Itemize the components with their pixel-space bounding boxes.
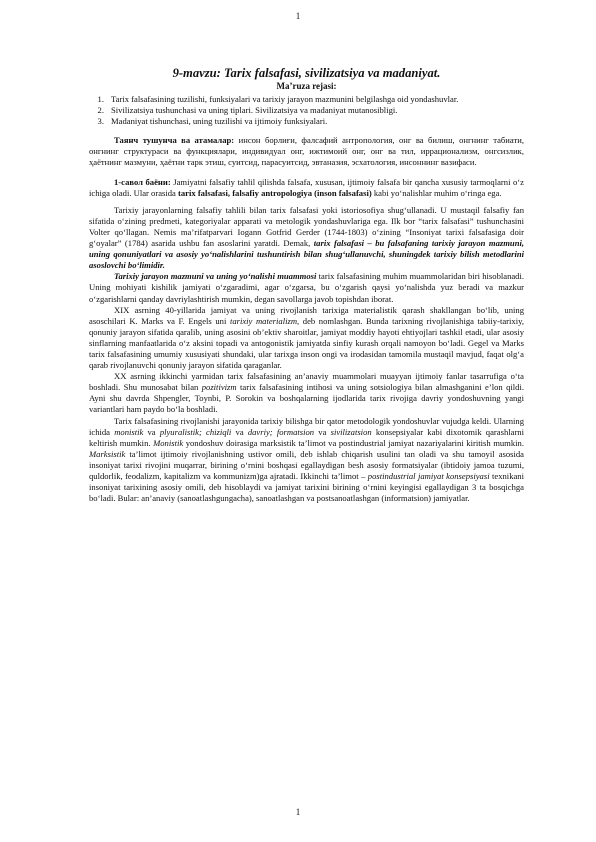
plan-item-text: Madaniyat tishunchasi, uning tuzilishi va ijtimoiy funksiyalari. [111, 116, 328, 127]
plan-heading: Ma’ruza rejasi: [276, 81, 337, 91]
plan-item-number: 2. [97, 105, 104, 116]
page-number-bottom: 1 [295, 807, 301, 817]
body-text: va [143, 426, 160, 437]
definition-text: tarix falsafasi – bu falsafaning tarixiy jarayon mazmuni, uning qonuniyatlari va asosiy yo‘nalishlarini tushuntirish bilan shug‘ullanuvchi, shuningdek tarixiy bilish metodlarini asoslovchi bo‘limidir. [89, 238, 525, 271]
key-term: sivilizatsion [330, 426, 372, 437]
body-text: XIX asrning 40-yillarida jamiyat va uning rivojlanish tarixiga materialistik qarash shakllangan bo‘lib, uning asoschilari K. Marks va F. Engels uni [89, 304, 524, 326]
lecture-title: 9-mavzu: Tarix falsafasi, sivilizatsiya va madaniyat. [172, 66, 441, 80]
key-term: tarix falsafasi, falsafiy antropologiya (inson falsafasi) [178, 187, 372, 198]
plan-item-text: Sivilizatsiya tushunchasi va uning tiplari. Sivilizatsiya va madaniyat mutanosibligi. [111, 105, 398, 116]
plan-item-text: Tarix falsafasining tuzilishi, funksiyalari va tarixiy jarayon mazmunini belgilashga oid yondashuvlar. [111, 94, 459, 104]
key-term: Tarixiy jarayon mazmuni va uning yo‘nalishi muammosi [114, 271, 317, 282]
document-body [89, 66, 524, 504]
keywords-text: инсон борлиғи, фалсафий антропология, онг ва билиш, онгнинг табиати, онгнинг структураси ва функциялари, индивидуал онг, ижтимоий онг, онг ва тил, иррационализм, онгсизлик, ҳаётнинг мазмуни, ҳаётни тарк этиш, суитсид, парасуитсид, эвтаназия, эсхатология, инсоннинг вазифаси. [89, 135, 524, 168]
body-text: yondoshuv doirasiga marksistik ta’limot va postindustrial jamiyat nazariyalarini kiritish mumkin. [183, 437, 524, 448]
key-term: davriy; formatsion [247, 426, 315, 437]
key-term: Marksistik [89, 448, 126, 459]
key-term: postindustrial jamiyat konsepsiyasi [367, 471, 490, 481]
key-term: monistik [114, 426, 144, 437]
body-text: kabi yo‘nalishlar muhim o‘ringa ega. [371, 187, 502, 198]
body-text: ta’limot ijtimoiy rivojlanishning ustivor omili, deb ishlab chiqarish usulini tan oladi va shu tamoyil asosida insoniyat tarixi rivojini muqarrar, birining o‘rnini boshqasi egallaydigan besh asosiy formatsiyalar (ibtidoiy jamoa tuzumi, quldorlik, feodalizm, kapitalizm va kommunizm)ga ajratadi. Ikkinchi ta’limot – [89, 448, 524, 481]
key-term: tarixiy materializm [229, 315, 298, 326]
plan-item-number: 1. [97, 94, 104, 104]
keywords-label: Таянч тушунча ва атамалар: [114, 135, 235, 146]
key-term: Monistik [153, 437, 184, 448]
key-term: pozitivizm [201, 382, 237, 393]
plan-item-number: 3. [97, 116, 104, 127]
question-1-label: 1-савол баёни: [114, 176, 171, 187]
body-text: konsepsiyalar kabi dixotomik qarashlarni keltirish mumkin. [89, 426, 524, 448]
body-text: tarix falsafasining intihosi va uning sotsiologiya bilan almashganini e’lon qildi. Ayni shu davrda Shpengler, Toynbi, P. Sorokin va boshqalarning ijodlarida tarix rivojiga davriy yondoshuvning yangi variantlari ham paydo bo‘la boshladi. [89, 382, 524, 415]
paragraph-materialism [89, 305, 524, 372]
paragraph-methodology [89, 416, 524, 505]
body-text: va [231, 426, 248, 437]
plan-item [89, 105, 524, 116]
body-text: Tarix falsafasining rivojlanishi jarayonida tarixiy bilishga bir qator metodologik yondoshuvlar vujudga keldi. Ularning ichida [89, 415, 524, 437]
question-1-paragraph [89, 177, 524, 199]
page-number-top: 1 [295, 11, 301, 21]
paragraph-history-philosophy [89, 205, 524, 272]
paragraph-20th-century [89, 371, 524, 415]
plan-item [89, 94, 524, 105]
keywords-paragraph [89, 135, 524, 168]
body-text: va [314, 426, 331, 437]
body-text: Tarixiy jarayonlarning falsafiy tahlili bilan tarix falsafasi yoki istoriosofiya shug‘ullanadi. U mustaqil falsafiy fan sifatida o‘zining predmeti, kategoriyalar apparati va metologik yondashuvlariga ega. Ilk bor “tarix falsafasi” tushunchasini Volter qo‘llagan. Nemis ma’rifatparvari Iogann Gotfrid Gerder (1744-1803) o‘zining “Insoniyat tarixi falsafasiga doir g‘oyalar” (1784) asarida ushbu fan asoslarini yaratdi. Demak, [89, 204, 524, 249]
plan-item [89, 116, 524, 127]
paragraph-historical-process [89, 271, 524, 304]
lecture-plan-list [89, 94, 524, 127]
body-text: Jamiyatni falsafiy tahlil qilishda falsafa, xususan, ijtimoiy falsafa bir qancha xususiy tarmoqlarni o‘z ichiga oladi. Ular orasida [89, 176, 524, 198]
body-text: XX asrning ikkinchi yarmidan tarix falsafasining an’anaviy muammolari muayyan ijtimoiy fanlar tasarrufiga o‘ta boshladi. Shu munosabat bilan [89, 371, 524, 393]
key-term: plyuralistik; chiziqli [159, 426, 232, 437]
body-text: tarix falsafasining muhim muammolaridan biri hisoblanadi. Uning mohiyati kishilik jamiyati o‘zgaradimi, agar o‘zgarsa, bu o‘zgarish qaysi yo‘nalishda yuz beradi va mazkur o‘zgarishlarni qanday davriylashtirish mumkin, degan savollarga javob topishdan iborat. [89, 271, 525, 304]
body-text: , deb nomlashgan. Bunda tarixning rivojlanishiga tabiiy-tarixiy, qonuniy jarayon sifatida qaralib, uning asosini ob’ektiv sharoitlar, jamiyat moddiy hayoti ehtiyojlari tashkil etadi, ular asosiy sinflarning manfaatlarida o‘z aksini topadi va antogonistik jamiyatda sinfiy kurash orqali namoyon bo‘ladi. Gegel va Marks tarix falsafasining umumiy xususiyati shundaki, ular tarixga inson ongi va irodasidan tamomila mustaqil mavjud, faqat olg‘a qarab rivojlanuvchi qonuniy jarayon sifatida qaraganlar. [89, 315, 524, 371]
body-text: texnikani insoniyat tarixining asosiy omili, deb hisoblaydi va jamiyat tarixini birining o‘rnini keyingisi egallaydigan 3 ta bosqichga bo‘ladi. Bular: an’anaviy (sanoatlashgungacha), sanoatlashgan va postsanoatlashgan (informatsion) jamiyatlar. [89, 471, 524, 504]
